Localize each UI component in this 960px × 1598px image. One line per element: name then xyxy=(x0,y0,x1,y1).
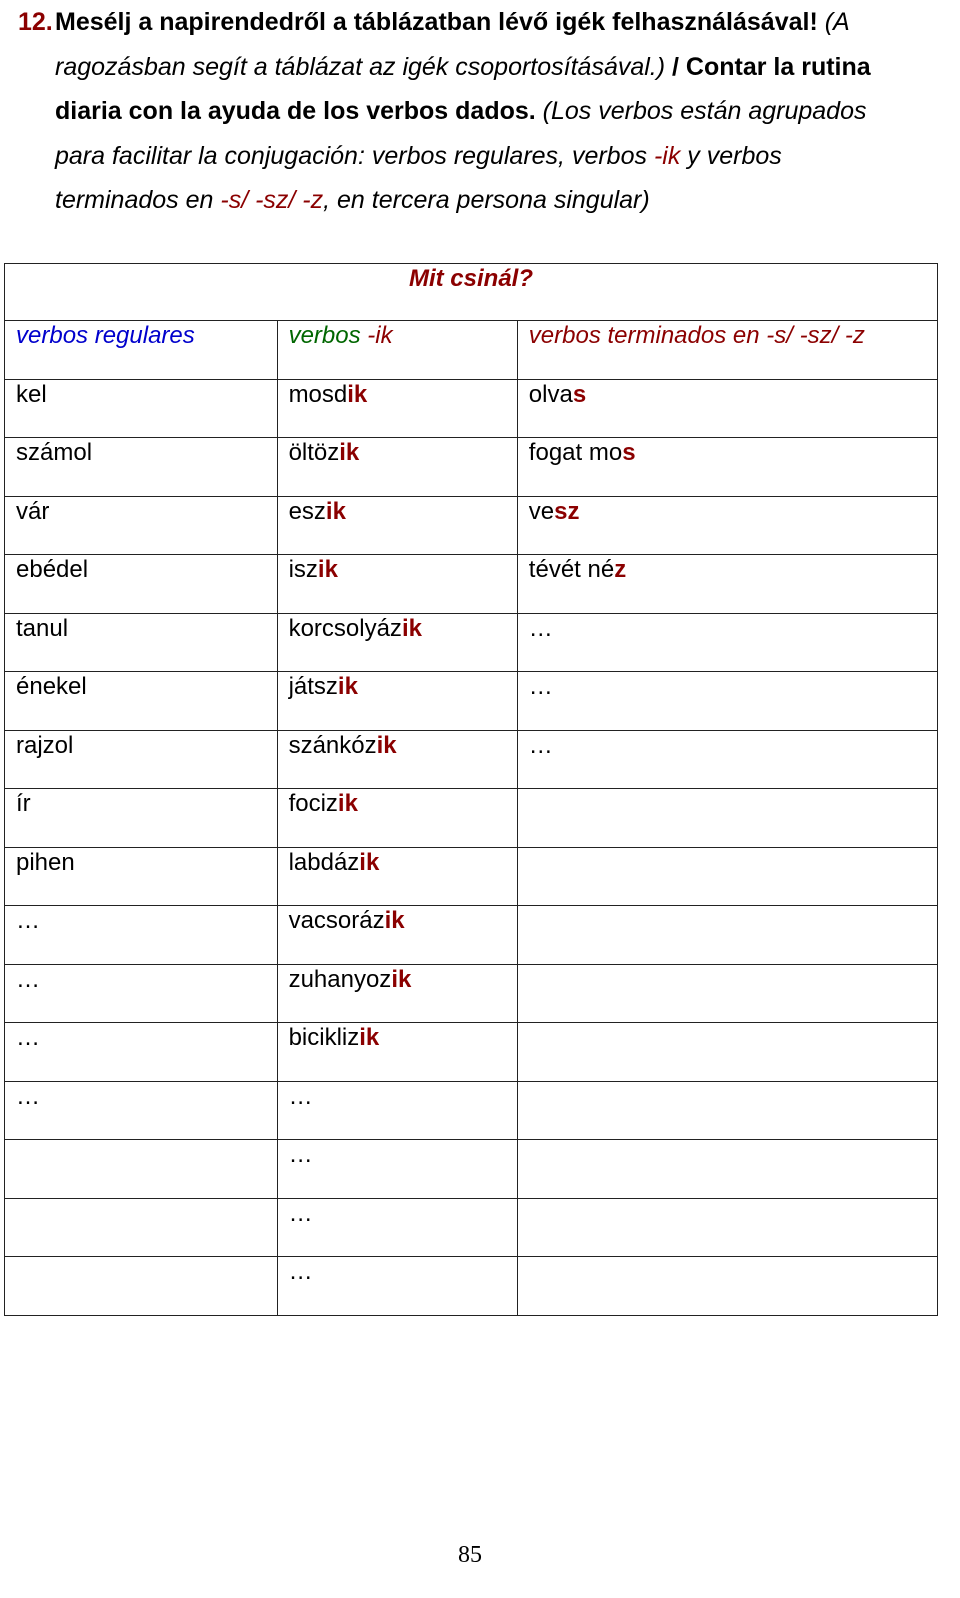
header-label: verbos terminados en -s/ -sz/ -z xyxy=(528,322,865,349)
verb-text: … xyxy=(16,1024,40,1051)
header-label: verbos regulares xyxy=(16,322,195,349)
regular-verb-cell xyxy=(5,496,278,555)
table-row xyxy=(5,906,938,965)
verb-stem: vacsoráz xyxy=(288,907,385,934)
header-s-sz-z-verbs xyxy=(517,321,937,380)
s-sz-z-verb-cell xyxy=(517,379,937,438)
verb-suffix: ik xyxy=(401,614,422,642)
regular-verb-cell xyxy=(5,964,278,1023)
regular-verb-cell xyxy=(5,847,278,906)
s-sz-z-verb-cell xyxy=(517,672,937,731)
regular-verb-cell xyxy=(5,1081,278,1140)
s-sz-z-verb-cell xyxy=(517,730,937,789)
s-sz-z-verb-cell xyxy=(517,1023,937,1082)
verb-stem: mosd xyxy=(288,380,348,408)
s-sz-z-verb-cell xyxy=(517,1140,937,1199)
verb-stem: szánkóz xyxy=(288,731,377,759)
ik-verb-cell xyxy=(277,1257,517,1316)
verb-suffix: ik xyxy=(391,965,412,993)
verb-stem: … xyxy=(288,1141,313,1168)
ik-verb-cell xyxy=(277,438,517,497)
suffix-ik-highlight: -ik xyxy=(653,141,681,170)
instruction-note-hungarian: ragozásban segít a táblázat az igék csoportosításával.) xyxy=(55,52,666,81)
verb-stem: ve xyxy=(528,497,555,525)
verb-text: ír xyxy=(16,790,31,817)
verb-suffix: ik xyxy=(337,790,358,817)
verb-stem: zuhanyoz xyxy=(288,965,392,993)
table-row xyxy=(5,1023,938,1082)
ik-verb-cell xyxy=(277,964,517,1023)
verb-suffix: ik xyxy=(376,731,397,759)
instruction-spanish-start: / Contar la rutina xyxy=(665,52,871,81)
header-suffix: -ik xyxy=(367,322,393,349)
verb-text: számol xyxy=(16,439,93,466)
verb-stem: esz xyxy=(288,497,326,525)
table-row xyxy=(5,379,938,438)
verb-stem: … xyxy=(528,614,553,642)
verb-stem: … xyxy=(288,1258,313,1285)
header-regular-verbs xyxy=(5,321,278,380)
verb-table xyxy=(4,263,938,1316)
exercise-instruction xyxy=(0,0,960,223)
page-number: 85 xyxy=(458,1542,482,1568)
verb-stem: labdáz xyxy=(288,848,360,876)
regular-verb-cell xyxy=(5,1257,278,1316)
suffix-s-sz-z-highlight: -s/ -sz/ -z xyxy=(220,186,324,214)
s-sz-z-verb-cell xyxy=(517,789,937,848)
verb-stem: … xyxy=(528,731,553,759)
verb-text: rajzol xyxy=(16,731,74,759)
instruction-note-text: , en tercera persona singular) xyxy=(323,186,650,214)
ik-verb-cell xyxy=(277,1198,517,1257)
instruction-note-spanish-start: (Los verbos están agrupados xyxy=(535,97,867,125)
table-row xyxy=(5,438,938,497)
instruction-line-5 xyxy=(0,178,960,223)
exercise-number: 12. xyxy=(18,8,53,36)
verb-stem: tévét né xyxy=(528,556,615,583)
table-row xyxy=(5,789,938,848)
verb-text: pihen xyxy=(16,848,75,876)
verb-suffix: s xyxy=(622,439,636,466)
verb-stem: öltöz xyxy=(288,439,340,466)
verb-suffix: ik xyxy=(384,907,405,934)
table-row xyxy=(5,1257,938,1316)
regular-verb-cell xyxy=(5,1140,278,1199)
verb-text: tanul xyxy=(16,614,69,642)
verb-suffix: ik xyxy=(359,1024,380,1051)
verb-suffix: ik xyxy=(325,497,346,525)
verb-text: … xyxy=(16,907,40,934)
verb-stem: fociz xyxy=(288,790,338,817)
ik-verb-cell xyxy=(277,613,517,672)
verb-text: kel xyxy=(16,380,47,408)
table-title-row xyxy=(5,264,938,321)
table-row xyxy=(5,730,938,789)
table-row xyxy=(5,1198,938,1257)
s-sz-z-verb-cell xyxy=(517,964,937,1023)
instruction-line-3 xyxy=(0,89,960,134)
s-sz-z-verb-cell xyxy=(517,438,937,497)
regular-verb-cell xyxy=(5,555,278,614)
instruction-line-1 xyxy=(0,0,960,45)
ik-verb-cell xyxy=(277,906,517,965)
table-row xyxy=(5,672,938,731)
ik-verb-cell xyxy=(277,847,517,906)
instruction-hungarian: Mesélj a napirendedről a táblázatban lévő igék felhasználásával! xyxy=(55,8,818,36)
verb-stem: … xyxy=(288,1199,313,1227)
s-sz-z-verb-cell xyxy=(517,555,937,614)
verb-text: énekel xyxy=(16,673,87,700)
s-sz-z-verb-cell xyxy=(517,1198,937,1257)
ik-verb-cell xyxy=(277,672,517,731)
regular-verb-cell xyxy=(5,438,278,497)
instruction-note-text: para facilitar la conjugación: verbos regulares, verbos xyxy=(55,141,654,170)
verb-stem: … xyxy=(528,673,553,700)
s-sz-z-verb-cell xyxy=(517,847,937,906)
verb-suffix: ik xyxy=(337,673,358,700)
verb-suffix: z xyxy=(614,556,627,583)
verb-stem: isz xyxy=(288,556,318,583)
regular-verb-cell xyxy=(5,379,278,438)
table-title: Mit csinál? xyxy=(5,264,938,321)
s-sz-z-verb-cell xyxy=(517,1257,937,1316)
ik-verb-cell xyxy=(277,1023,517,1082)
regular-verb-cell xyxy=(5,613,278,672)
instruction-note-text: terminados en xyxy=(55,186,221,214)
regular-verb-cell xyxy=(5,1198,278,1257)
s-sz-z-verb-cell xyxy=(517,613,937,672)
verb-stem: fogat mo xyxy=(528,439,623,466)
verb-stem: … xyxy=(288,1082,313,1110)
regular-verb-cell xyxy=(5,730,278,789)
regular-verb-cell xyxy=(5,789,278,848)
verb-suffix: sz xyxy=(554,497,580,525)
verb-suffix: ik xyxy=(347,380,368,408)
verb-stem: olva xyxy=(528,380,573,408)
verb-suffix: ik xyxy=(339,439,360,466)
table-row xyxy=(5,964,938,1023)
ik-verb-cell xyxy=(277,379,517,438)
table-row xyxy=(5,555,938,614)
s-sz-z-verb-cell xyxy=(517,496,937,555)
ik-verb-cell xyxy=(277,789,517,848)
header-label: verbos xyxy=(288,322,368,349)
verb-suffix: s xyxy=(572,380,587,408)
instruction-line-4 xyxy=(0,134,960,179)
s-sz-z-verb-cell xyxy=(517,906,937,965)
regular-verb-cell xyxy=(5,906,278,965)
verb-text: ebédel xyxy=(16,556,89,583)
instruction-note-text: y verbos xyxy=(680,141,782,170)
verb-text: vár xyxy=(16,497,50,525)
verb-text: … xyxy=(16,1082,40,1110)
instruction-line-2 xyxy=(0,45,960,90)
ik-verb-cell xyxy=(277,555,517,614)
verb-stem: bicikliz xyxy=(288,1024,360,1051)
table-row xyxy=(5,1140,938,1199)
ik-verb-cell xyxy=(277,496,517,555)
regular-verb-cell xyxy=(5,1023,278,1082)
s-sz-z-verb-cell xyxy=(517,1081,937,1140)
instruction-note-start: (A xyxy=(817,8,850,36)
regular-verb-cell xyxy=(5,672,278,731)
verb-suffix: ik xyxy=(359,848,380,876)
header-ik-verbs xyxy=(277,321,517,380)
instruction-spanish-end: diaria con la ayuda de los verbos dados. xyxy=(55,97,536,125)
verb-stem: korcsolyáz xyxy=(288,614,402,642)
table-row xyxy=(5,847,938,906)
ik-verb-cell xyxy=(277,1081,517,1140)
verb-text: … xyxy=(16,965,40,993)
table-header-row xyxy=(5,321,938,380)
verb-suffix: ik xyxy=(317,556,338,583)
ik-verb-cell xyxy=(277,1140,517,1199)
table-row xyxy=(5,1081,938,1140)
ik-verb-cell xyxy=(277,730,517,789)
verb-stem: játsz xyxy=(288,673,338,700)
table-row xyxy=(5,496,938,555)
table-row xyxy=(5,613,938,672)
